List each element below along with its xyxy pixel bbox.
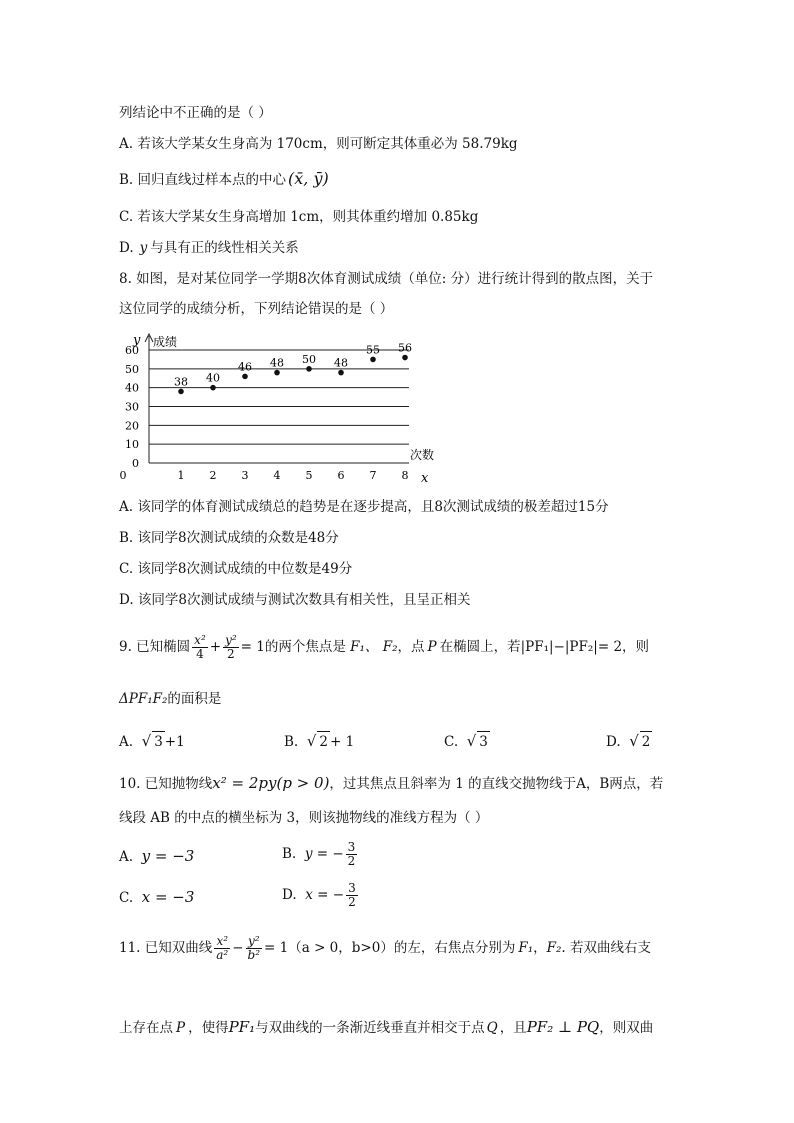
data-point bbox=[210, 385, 216, 391]
data-point bbox=[274, 370, 280, 376]
data-point bbox=[338, 370, 344, 376]
data-label: 40 bbox=[206, 371, 220, 385]
data-point bbox=[178, 389, 184, 395]
q8-option-d: D. 该同学8次测试成绩与测试次数具有相关性，且呈正相关 bbox=[119, 592, 471, 608]
x-axis-label: 次数 bbox=[410, 448, 435, 462]
data-point bbox=[306, 366, 312, 372]
y-tick-label: 40 bbox=[125, 381, 139, 395]
q7-stem-tail: 列结论中不正确的是（ ） bbox=[119, 105, 272, 121]
data-label: 46 bbox=[238, 360, 252, 374]
data-point bbox=[370, 357, 376, 363]
q10-stem-line2: 线段 AB 的中点的横坐标为 3，则该抛物线的准线方程为（ ） bbox=[119, 810, 489, 826]
x-tick-label: 7 bbox=[369, 469, 377, 482]
x-tick-label: 4 bbox=[273, 469, 281, 482]
y-tick-label: 60 bbox=[125, 344, 139, 357]
y-tick-label: 10 bbox=[125, 438, 139, 452]
data-label: 56 bbox=[398, 341, 412, 355]
data-label: 38 bbox=[174, 375, 188, 389]
q9-option-d: D. √ 2 bbox=[606, 732, 651, 750]
data-points bbox=[174, 342, 412, 395]
x-tick-label: 6 bbox=[337, 469, 345, 482]
q10-stem-line1: 10. 已知抛物线x² = 2py(p > 0)，过其焦点且斜率为 1 的直线交抛物线于A，B两点，若 bbox=[119, 774, 664, 792]
q8-stem-line2: 这位同学的成绩分析，下列结论错误的是（ ） bbox=[119, 301, 394, 317]
y-axis-var: y bbox=[133, 333, 141, 348]
q9-option-b: B. √ 2 + 1 bbox=[284, 732, 355, 750]
q9-stem-line1: 9. 已知椭圆 $\frac{\text{x²}}{4}$ + $\frac{\text{y²}}{2}$ = 1的两个焦点是 F₁、 F₂，点 P 在椭圆上，若|PF₁|−|PF₂|= 2，则 bbox=[119, 633, 650, 661]
q10-option-d: D. x = − $\frac{3}{2}$ bbox=[282, 881, 356, 909]
q7-option-d: D. y 与具有正的线性相关关系 bbox=[119, 240, 299, 256]
q10-option-c: C. x = −3 bbox=[119, 888, 195, 906]
data-point bbox=[242, 374, 248, 380]
q8-option-c: C. 该同学8次测试成绩的中位数是49分 bbox=[119, 561, 353, 577]
scatter-chart bbox=[115, 328, 445, 490]
y-axis-label: 成绩 bbox=[153, 335, 178, 349]
x-tick-label: 0 bbox=[119, 469, 127, 482]
x-tick-label: 3 bbox=[241, 469, 249, 482]
q11-stem-line1: 11. 已知双曲线 $\frac{\text{x²}}{\text{a²}}$ − $\frac{\text{y²}}{\text{b²}}$ = 1（a > 0，b>0）的左，右焦点分别为 F₁，F₂. 若双曲线右支 bbox=[119, 934, 651, 962]
x-tick-label: 8 bbox=[401, 469, 409, 482]
q9-option-a: A. √ 3 +1 bbox=[119, 732, 185, 750]
q7-option-a: A. 若该大学某女生身高为 170cm，则可断定其体重必为 58.79kg bbox=[119, 136, 518, 152]
y-tick-label: 30 bbox=[125, 400, 139, 414]
data-label: 48 bbox=[270, 356, 284, 370]
q10-option-b: B. y = − $\frac{3}{2}$ bbox=[282, 840, 356, 868]
q11-stem-line2: 上存在点 P ，使得PF₁与双曲线的一条渐近线垂直并相交于点 Q ，且PF₂ ⊥ PQ，则双曲 bbox=[119, 1018, 654, 1036]
q7-option-b: B. 回归直线过样本点的中心 (x̄, ȳ) bbox=[119, 169, 329, 188]
q8-option-a: A. 该同学的体育测试成绩总的趋势是在逐步提高，且8次测试成绩的极差超过15分 bbox=[119, 499, 609, 515]
data-point bbox=[402, 355, 408, 361]
x-tick-label: 1 bbox=[177, 469, 185, 482]
x-tick-label: 2 bbox=[209, 469, 217, 482]
q9-option-c: C. √ 3 bbox=[444, 732, 488, 750]
x-tick-label: 5 bbox=[305, 469, 313, 482]
y-tick-label: 20 bbox=[125, 419, 139, 433]
q8-stem-line1: 8. 如图，是对某位同学一学期8次体育测试成绩（单位: 分）进行统计得到的散点图，关于 bbox=[119, 271, 654, 287]
q10-option-a: A. y = −3 bbox=[119, 847, 195, 865]
q7-option-c: C. 若该大学某女生身高增加 1cm，则其体重约增加 0.85kg bbox=[119, 209, 479, 225]
x-axis-var: x bbox=[421, 471, 429, 486]
tick-labels bbox=[120, 344, 409, 482]
y-tick-label: 0 bbox=[132, 457, 139, 470]
data-label: 55 bbox=[366, 343, 380, 357]
q8-option-b: B. 该同学8次测试成绩的众数是48分 bbox=[119, 530, 339, 546]
data-label: 48 bbox=[334, 356, 348, 370]
y-tick-label: 50 bbox=[125, 362, 139, 376]
data-label: 50 bbox=[302, 352, 316, 366]
q9-stem-line2: ΔPF₁F₂的面积是 bbox=[119, 691, 222, 707]
